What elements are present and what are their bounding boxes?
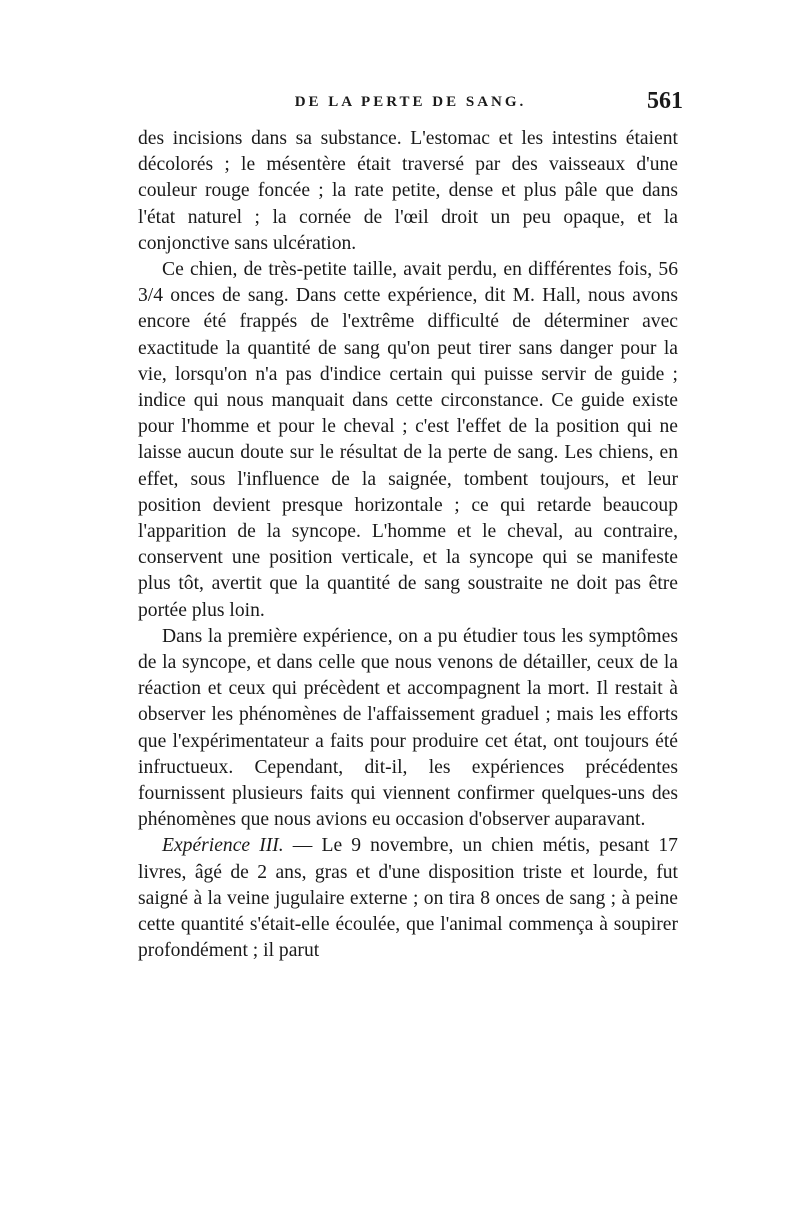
running-head bbox=[138, 88, 683, 122]
running-title: DE LA PERTE DE SANG. bbox=[294, 94, 527, 110]
body-text bbox=[138, 126, 678, 965]
experiment-label: Expérience III. bbox=[162, 835, 284, 857]
paragraph-syncope-observations: Dans la première expérience, on a pu étudier tous les symptômes de la syncope, et dans celle que nous venons de détailler, ceux de la réaction et ceux qui précèdent et accompagnent la mort. Il restait à observer les phénomènes de l'affaissement graduel ; mais les efforts que l'expérimentateur a faits pour produire cet état, ont toujours été infructueux. Cependant, dit-il, les expériences précédentes fournissent plusieurs faits qui viennent confirmer quelques-uns des phénomènes que nous avions eu occasion d'observer auparavant. bbox=[138, 625, 678, 831]
paragraph-dog-experiment-summary: Ce chien, de très-petite taille, avait perdu, en différentes fois, 56 3/4 onces de sang. Dans cette expérience, dit M. Hall, nous avons encore été frappés de l'extrême difficulté de déterminer avec exactitude la quantité de sang qu'on peut tirer sans danger pour la vie, lorsqu'on n'a pas d'indice certain qui puisse servir de guide ; indice qui nous manquait dans cette circonstance. Ce guide existe pour l'homme et pour le cheval ; c'est l'effet de la position qui ne laisse aucun doute sur le résultat de la perte de sang. Les chiens, en effet, sous l'influence de la saignée, tombent toujours, et leur position devient presque horizontale ; ce qui retarde beaucoup l'apparition de la syncope. L'homme et le cheval, au contraire, conservent une position verticale, et la syncope qui se manifeste plus tôt, avertit que la quantité de sang soustraite ne doit pas être portée plus loin. bbox=[138, 259, 678, 621]
page-number: 561 bbox=[647, 88, 683, 114]
paragraph-continuation: des incisions dans sa substance. L'estomac et les intestins étaient décolorés ; le mésentère était traversé par des vaisseaux d'une couleur rouge foncée ; la rate petite, dense et plus pâle que dans l'état naturel ; la cornée de l'œil droit un peu opaque, et la conjonctive sans ulcération. bbox=[138, 128, 678, 254]
experiment-text: — Le 9 novembre, un chien métis, pesant 17 livres, âgé de 2 ans, gras et d'une disposition triste et lourde, fut saigné à la veine jugulaire externe ; on tira 8 onces de sang ; à peine cette quantité s'était-elle écoulée, que l'animal commença à soupirer profondément ; il parut bbox=[138, 835, 678, 962]
paragraph-experiment-three bbox=[138, 833, 678, 964]
